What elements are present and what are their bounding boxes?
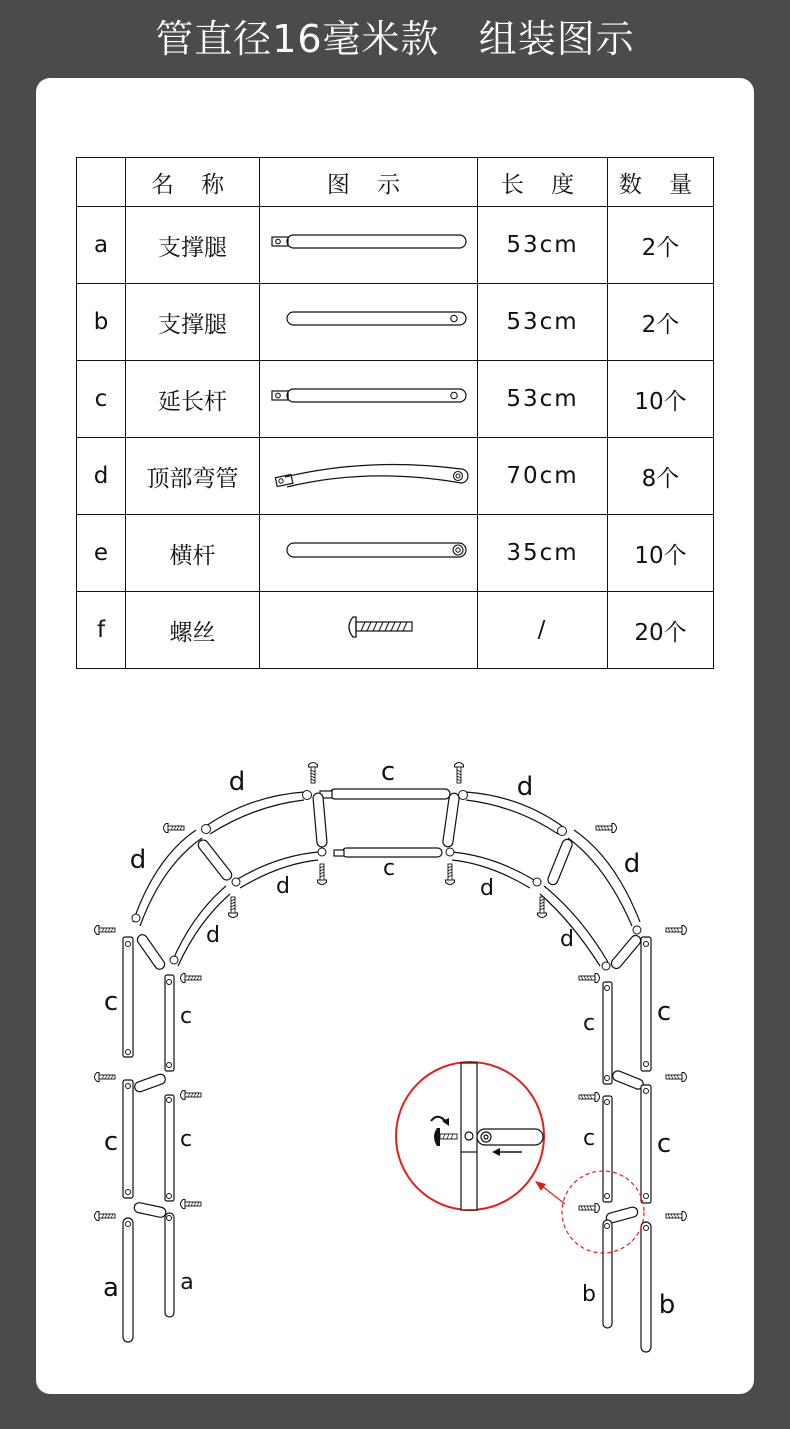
label-b: b [582, 1282, 596, 1307]
row-quantity: 2个 [608, 207, 714, 284]
cross-bar [442, 793, 459, 848]
row-quantity: 10个 [608, 515, 714, 592]
label-d: d [228, 767, 246, 797]
post-a [123, 1218, 133, 1342]
label-d: d [560, 927, 574, 952]
row-name: 支撑腿 [126, 207, 260, 284]
screw-icon [596, 824, 617, 833]
arrow-head-icon [535, 1181, 546, 1191]
outer-arch-right-lower-inner [568, 838, 632, 926]
outer-arch-right-upper-inner [466, 800, 558, 834]
post-c [641, 937, 651, 1071]
inner-arch-left-lower-inner [178, 894, 230, 966]
screw-icon [579, 1204, 600, 1213]
row-code: d [77, 438, 126, 515]
screw-icon [229, 897, 238, 918]
screw-icon [579, 1093, 600, 1102]
row-quantity: 10个 [608, 361, 714, 438]
screw-icon [538, 897, 547, 918]
label-b: b [658, 1290, 676, 1320]
post-a [165, 1213, 174, 1317]
callout-arrow [542, 1186, 565, 1204]
post-c [603, 982, 612, 1084]
label-c: c [656, 997, 672, 1027]
label-a: a [180, 1270, 194, 1295]
row-length: 70cm [478, 438, 608, 515]
row-code: c [77, 361, 126, 438]
screw-icon [666, 1073, 687, 1082]
header-illustration: 图 示 [260, 158, 478, 207]
cross-bar [133, 1073, 166, 1093]
row-length: / [478, 592, 608, 669]
screw-icon [95, 1212, 116, 1221]
cross-bar [135, 933, 166, 972]
label-d: d [623, 849, 641, 879]
label-c: c [582, 1126, 596, 1151]
outer-arch-left-upper [206, 792, 304, 826]
label-a: a [103, 1273, 119, 1303]
header-quantity: 数 量 [608, 158, 714, 207]
header-length: 长 度 [478, 158, 608, 207]
cross-bar [546, 838, 573, 886]
cross-bar [133, 1202, 166, 1218]
screw-icon [455, 763, 464, 784]
row-code: b [77, 284, 126, 361]
cross-bar [609, 933, 642, 970]
row-name: 螺丝 [126, 592, 260, 669]
screw-icon [181, 1200, 202, 1209]
row-quantity: 8个 [608, 438, 714, 515]
page-title: 管直径16毫米款 组装图示 [155, 17, 635, 61]
label-c: c [380, 757, 396, 787]
label-d: d [480, 876, 494, 901]
label-c: c [103, 987, 119, 1017]
label-c: c [179, 1004, 193, 1029]
inner-arch-right-lower [544, 886, 608, 962]
post-c [641, 1085, 651, 1203]
screw-icon [309, 763, 318, 784]
row-code: e [77, 515, 126, 592]
cross-bar [313, 793, 328, 848]
row-name: 延长杆 [126, 361, 260, 438]
post-b [641, 1222, 651, 1352]
row-length: 53cm [478, 207, 608, 284]
row-name: 顶部弯管 [126, 438, 260, 515]
label-d: d [129, 845, 147, 875]
row-length: 53cm [478, 361, 608, 438]
row-code: f [77, 592, 126, 669]
screw-icon [666, 926, 687, 935]
screw-icon [181, 1091, 202, 1100]
label-d: d [516, 772, 534, 802]
label-c: c [656, 1129, 672, 1159]
post-c [603, 1096, 612, 1202]
outer-arch-right-upper [466, 792, 562, 826]
row-quantity: 2个 [608, 284, 714, 361]
screw-icon [318, 864, 327, 885]
screw-icon [181, 974, 202, 983]
post-c [123, 937, 133, 1057]
row-code: a [77, 207, 126, 284]
row-length: 35cm [478, 515, 608, 592]
row-name: 支撑腿 [126, 284, 260, 361]
header-name: 名 称 [126, 158, 260, 207]
top-rod-outer [330, 789, 450, 799]
row-name: 横杆 [126, 515, 260, 592]
label-c: c [179, 1127, 193, 1152]
outer-arch-left-lower-inner [140, 838, 202, 926]
screw-icon [579, 974, 600, 983]
screw-icon [95, 1073, 116, 1082]
label-c: c [103, 1127, 119, 1157]
screw-icon [666, 1212, 687, 1221]
screw-icon [164, 824, 185, 833]
post-c [123, 1080, 133, 1198]
label-c: c [382, 856, 396, 881]
label-c: c [582, 1011, 596, 1036]
outer-arch-left-upper-inner [210, 800, 304, 834]
post-c [165, 975, 174, 1071]
label-d: d [276, 874, 290, 899]
cross-bar [611, 1069, 644, 1090]
cross-bar [196, 838, 233, 882]
label-d: d [206, 923, 220, 948]
screw-icon [446, 864, 455, 885]
post-b [603, 1220, 612, 1328]
row-quantity: 20个 [608, 592, 714, 669]
screw-icon [95, 926, 116, 935]
row-length: 53cm [478, 284, 608, 361]
post-c [165, 1095, 174, 1201]
